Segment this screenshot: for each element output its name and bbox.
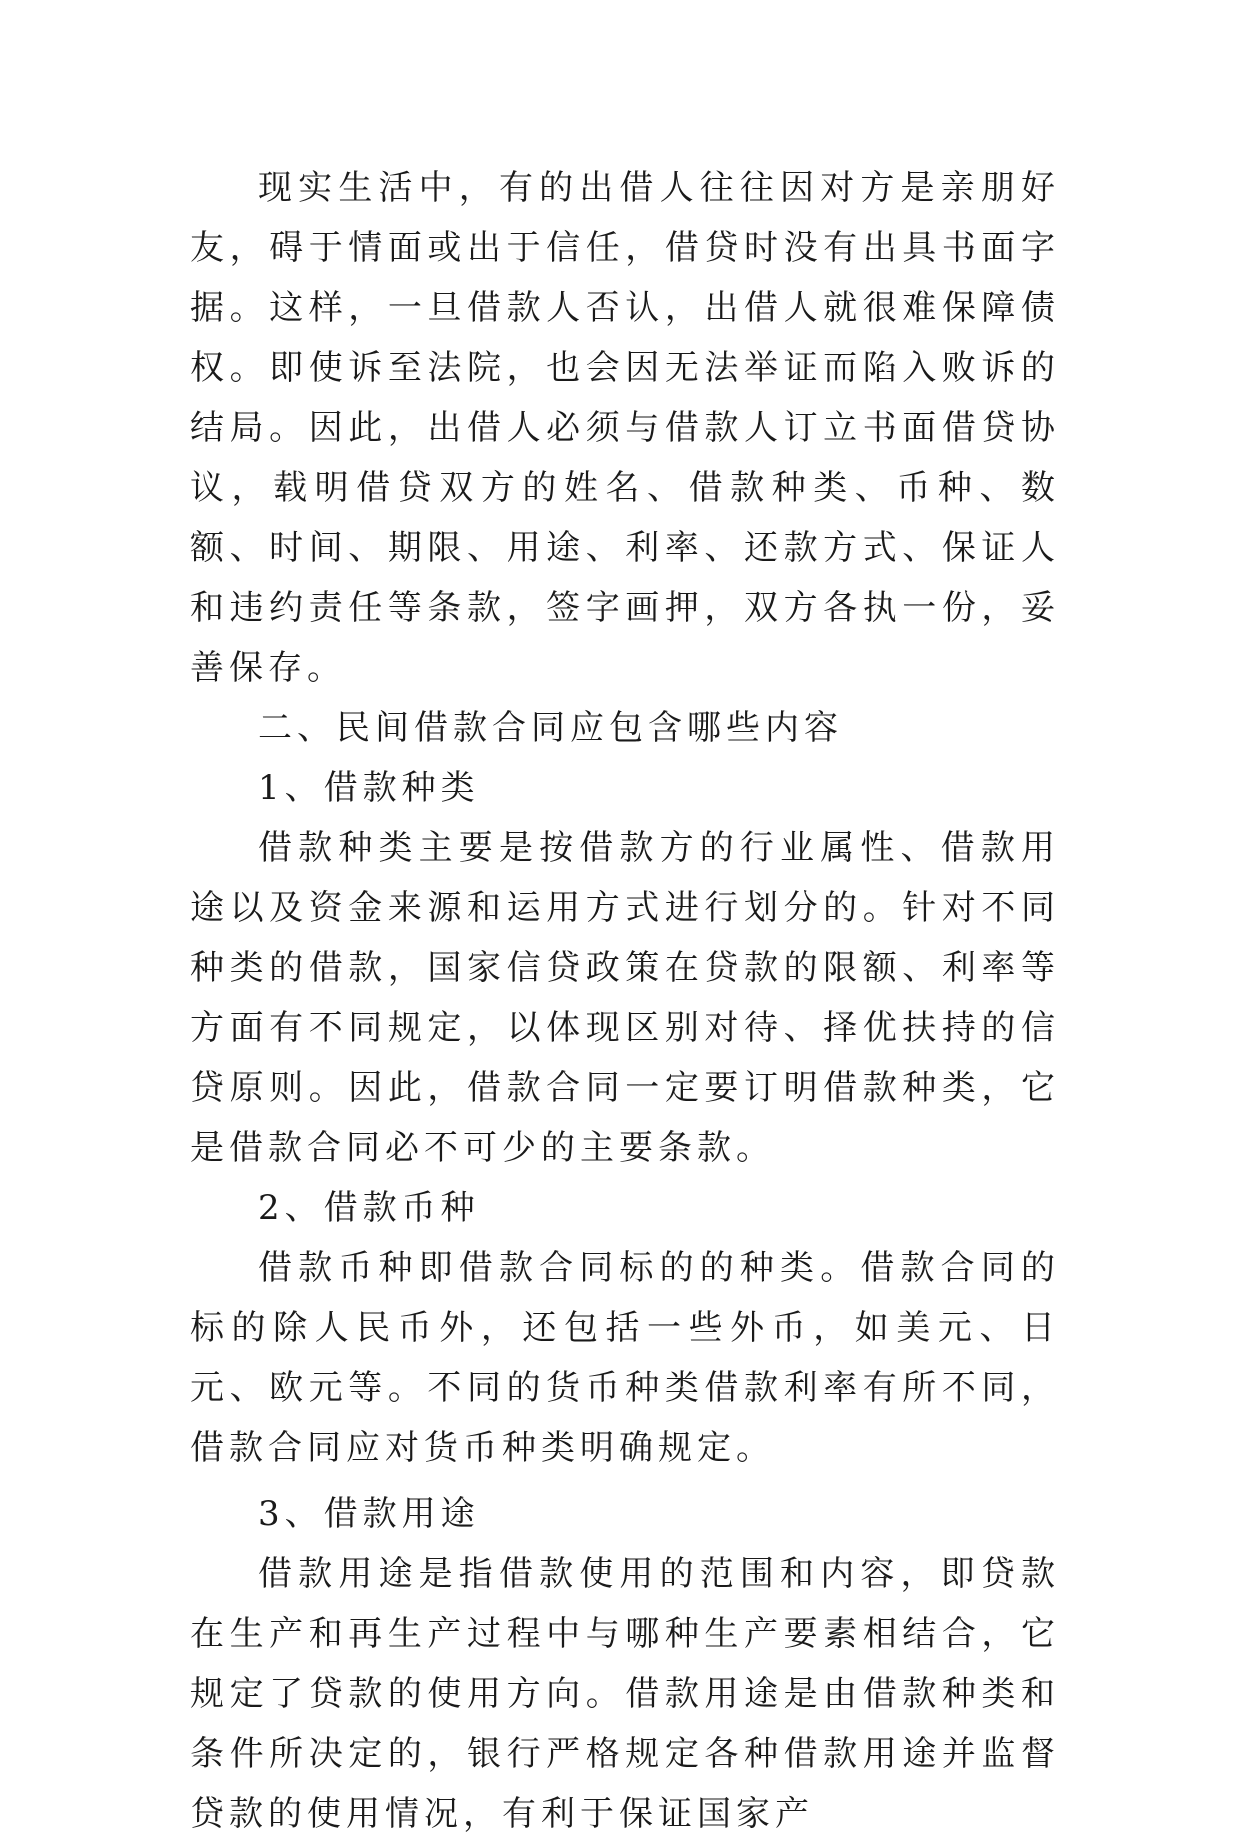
paragraph-loan-type: 借款种类主要是按借款方的行业属性、借款用途以及资金来源和运用方式进行划分的。针对不同种类的借款，国家信贷政策在贷款的限额、利率等方面有不同规定，以体现区别对待、择优扶持的信贷原则。因此，借款合同一定要订明借款种类，它是借款合同必不可少的主要条款。 [190,828,1060,1168]
paragraph-loan-currency: 借款币种即借款合同标的的种类。借款合同的标的除人民币外，还包括一些外币，如美元、日元、欧元等。不同的货币种类借款利率有所不同，借款合同应对货币种类明确规定。 [190,1248,1060,1468]
section-heading: 二、民间借款合同应包含哪些内容 [258,708,843,748]
subheading-loan-type: 1、借款种类 [258,768,480,808]
paragraph-loan-purpose: 借款用途是指借款使用的范围和内容，即贷款在生产和再生产过程中与哪种生产要素相结合，它规定了贷款的使用方向。借款用途是由借款种类和条件所决定的，银行严格规定各种借款用途并监督贷款的使用情况，有利于保证国家产 [190,1554,1060,1834]
subheading-loan-purpose: 3、借款用途 [258,1494,480,1534]
paragraph-intro: 现实生活中，有的出借人往往因对方是亲朋好友，碍于情面或出于信任，借贷时没有出具书面字据。这样，一旦借款人否认，出借人就很难保障债权。即使诉至法院，也会因无法举证而陷入败诉的结局。因此，出借人必须与借款人订立书面借贷协议，载明借贷双方的姓名、借款种类、币种、数额、时间、期限、用途、利率、还款方式、保证人和违约责任等条款，签字画押，双方各执一份，妥善保存。 [190,168,1060,688]
document-body [190,158,1060,1844]
subheading-loan-currency: 2、借款币种 [258,1188,480,1228]
